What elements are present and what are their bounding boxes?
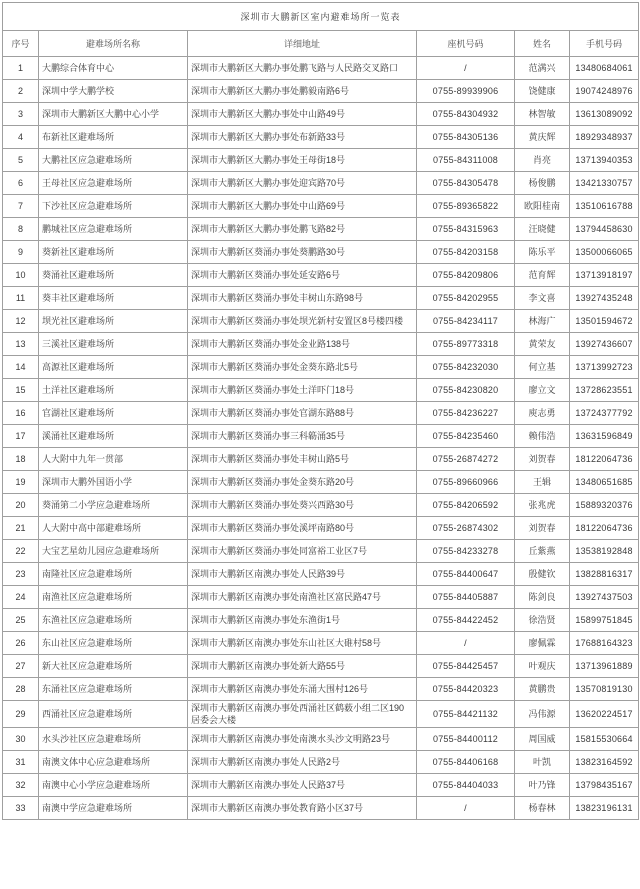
table-cell: 土洋社区避难场所 — [39, 379, 188, 402]
column-header-index: 序号 — [3, 31, 39, 57]
table-cell: 黄庆辉 — [515, 126, 570, 149]
table-cell: 0755-84230820 — [417, 379, 515, 402]
table-cell: 2 — [3, 80, 39, 103]
table-row — [3, 310, 639, 333]
table-cell: 17688164323 — [570, 632, 639, 655]
table-cell: 鹏城社区应急避难场所 — [39, 218, 188, 241]
shelter-list-page — [2, 2, 638, 820]
table-cell: 葵新社区避难场所 — [39, 241, 188, 264]
table-cell: 林海广 — [515, 310, 570, 333]
table-cell: 0755-84202955 — [417, 287, 515, 310]
table-cell: 深圳市大鹏新区葵涌办事处同富裕工业区7号 — [188, 540, 417, 563]
table-cell: 黄荣友 — [515, 333, 570, 356]
table-cell: 13713992723 — [570, 356, 639, 379]
table-cell: 0755-84234117 — [417, 310, 515, 333]
table-cell: 深圳市大鹏新区葵涌办事处坝光新村安置区8号楼四楼 — [188, 310, 417, 333]
title-row — [3, 3, 639, 31]
table-cell: 坝光社区避难场所 — [39, 310, 188, 333]
table-cell: 13480684061 — [570, 57, 639, 80]
table-cell: 葵丰社区避难场所 — [39, 287, 188, 310]
table-cell: 0755-84304932 — [417, 103, 515, 126]
table-cell: 叶凯 — [515, 751, 570, 774]
table-cell: 0755-89773318 — [417, 333, 515, 356]
table-cell: 0755-84400112 — [417, 728, 515, 751]
table-cell: 深圳市大鹏新区葵涌办事三科簕涌35号 — [188, 425, 417, 448]
table-cell: 21 — [3, 517, 39, 540]
table-cell: 赖伟浩 — [515, 425, 570, 448]
table-cell: 人大附中高中部避难场所 — [39, 517, 188, 540]
table-cell: 廖立文 — [515, 379, 570, 402]
table-cell: 深圳市大鹏新区大鹏办事处鹏毅南路6号 — [188, 80, 417, 103]
table-cell: 0755-84209806 — [417, 264, 515, 287]
table-cell: 0755-84233278 — [417, 540, 515, 563]
table-cell: 殷健钦 — [515, 563, 570, 586]
table-cell: 0755-84235460 — [417, 425, 515, 448]
table-cell: 西涌社区应急避难场所 — [39, 701, 188, 728]
column-header-mobile: 手机号码 — [570, 31, 639, 57]
table-cell: 李文喜 — [515, 287, 570, 310]
table-cell: 0755-84406168 — [417, 751, 515, 774]
table-cell: 32 — [3, 774, 39, 797]
table-cell: 深圳市大鹏新区南澳办事处西涌社区鹤薮小组二区190居委会大楼 — [188, 701, 417, 728]
table-row — [3, 563, 639, 586]
table-cell: 杨春林 — [515, 797, 570, 820]
table-cell: 大鹏社区应急避难场所 — [39, 149, 188, 172]
table-cell: 19 — [3, 471, 39, 494]
table-cell: 陈乐平 — [515, 241, 570, 264]
table-cell: 13570819130 — [570, 678, 639, 701]
table-row — [3, 494, 639, 517]
table-cell: 11 — [3, 287, 39, 310]
table-cell: 东渔社区应急避难场所 — [39, 609, 188, 632]
table-cell: 人大附中九年一贯部 — [39, 448, 188, 471]
table-cell: 5 — [3, 149, 39, 172]
table-cell: 17 — [3, 425, 39, 448]
table-cell: 大鹏综合体育中心 — [39, 57, 188, 80]
table-row — [3, 103, 639, 126]
table-cell: 13500066065 — [570, 241, 639, 264]
table-cell: 0755-84404033 — [417, 774, 515, 797]
table-cell: 深圳市大鹏新区南澳办事处人民路39号 — [188, 563, 417, 586]
table-cell: 深圳市大鹏新区南澳办事处南渔社区富民路47号 — [188, 586, 417, 609]
table-cell: 欧阳桂南 — [515, 195, 570, 218]
table-row — [3, 517, 639, 540]
table-cell: 0755-84236227 — [417, 402, 515, 425]
table-cell: 高源社区避难场所 — [39, 356, 188, 379]
table-cell: 深圳市大鹏新区葵涌办事处溪坪南路80号 — [188, 517, 417, 540]
table-cell: 深圳市大鹏新区大鹏办事处王母街18号 — [188, 149, 417, 172]
table-row — [3, 379, 639, 402]
table-row — [3, 751, 639, 774]
table-cell: 18122064736 — [570, 448, 639, 471]
table-row — [3, 195, 639, 218]
table-cell: 13728623551 — [570, 379, 639, 402]
table-cell: 王母社区应急避难场所 — [39, 172, 188, 195]
table-cell: 0755-84305478 — [417, 172, 515, 195]
table-cell: 4 — [3, 126, 39, 149]
table-cell: 深圳市大鹏新区南澳办事处东山社区大碓村58号 — [188, 632, 417, 655]
table-row — [3, 356, 639, 379]
table-cell: 深圳市大鹏新区大鹏办事处鹏飞路与人民路交叉路口 — [188, 57, 417, 80]
table-cell: 0755-26874272 — [417, 448, 515, 471]
table-cell: 22 — [3, 540, 39, 563]
table-cell: 大宝艺星幼儿园应急避难场所 — [39, 540, 188, 563]
table-cell: 深圳市大鹏新区南澳办事处人民路2号 — [188, 751, 417, 774]
table-cell: 31 — [3, 751, 39, 774]
table-row — [3, 774, 639, 797]
table-cell: 丘紫燕 — [515, 540, 570, 563]
table-cell: 25 — [3, 609, 39, 632]
table-cell: 0755-84311008 — [417, 149, 515, 172]
table-cell: 13620224517 — [570, 701, 639, 728]
table-cell: 13927436607 — [570, 333, 639, 356]
table-cell: 深圳市大鹏新区葵涌办事处金业路138号 — [188, 333, 417, 356]
shelter-table — [2, 2, 639, 820]
table-cell: 深圳市大鹏新区葵涌办事处丰树山路5号 — [188, 448, 417, 471]
table-cell: 深圳市大鹏新区南澳办事处人民路37号 — [188, 774, 417, 797]
table-cell: 深圳市大鹏新区大鹏办事处中山路49号 — [188, 103, 417, 126]
table-cell: 布新社区避难场所 — [39, 126, 188, 149]
table-cell: 范育辉 — [515, 264, 570, 287]
table-cell: 南澳文体中心应急避难场所 — [39, 751, 188, 774]
table-cell: 13613089092 — [570, 103, 639, 126]
column-header-address: 详细地址 — [188, 31, 417, 57]
table-cell: 深圳市大鹏新区南澳办事处南澳水头沙文明路23号 — [188, 728, 417, 751]
table-cell: 15889320376 — [570, 494, 639, 517]
table-cell: 13724377792 — [570, 402, 639, 425]
table-row — [3, 655, 639, 678]
table-cell: 深圳市大鹏新区大鹏中心小学 — [39, 103, 188, 126]
table-row — [3, 701, 639, 728]
table-cell: 12 — [3, 310, 39, 333]
table-cell: 0755-89365822 — [417, 195, 515, 218]
table-cell: 15899751845 — [570, 609, 639, 632]
table-cell: 深圳市大鹏新区大鹏办事处迎宾路70号 — [188, 172, 417, 195]
table-cell: 0755-84400647 — [417, 563, 515, 586]
table-cell: 0755-84421132 — [417, 701, 515, 728]
table-cell: 官湖社区避难场所 — [39, 402, 188, 425]
table-cell: 深圳市大鹏外国语小学 — [39, 471, 188, 494]
table-cell: 8 — [3, 218, 39, 241]
table-cell: 10 — [3, 264, 39, 287]
table-cell: 深圳市大鹏新区葵涌办事处金葵东路20号 — [188, 471, 417, 494]
table-cell: 冯伟源 — [515, 701, 570, 728]
table-cell: 下沙社区应急避难场所 — [39, 195, 188, 218]
table-cell: 汪晓健 — [515, 218, 570, 241]
table-body — [3, 57, 639, 820]
table-row — [3, 632, 639, 655]
table-row — [3, 333, 639, 356]
table-row — [3, 80, 639, 103]
table-row — [3, 728, 639, 751]
table-cell: 33 — [3, 797, 39, 820]
table-cell: 葵涌社区避难场所 — [39, 264, 188, 287]
table-cell: 陈剑良 — [515, 586, 570, 609]
table-cell: 东涌社区应急避难场所 — [39, 678, 188, 701]
table-cell: 新大社区应急避难场所 — [39, 655, 188, 678]
table-cell: 18122064736 — [570, 517, 639, 540]
table-cell: / — [417, 632, 515, 655]
table-cell: 13501594672 — [570, 310, 639, 333]
table-cell: 肖亮 — [515, 149, 570, 172]
table-row — [3, 218, 639, 241]
table-cell: 深圳市大鹏新区葵涌办事处葵鹏路30号 — [188, 241, 417, 264]
table-cell: 14 — [3, 356, 39, 379]
table-row — [3, 241, 639, 264]
table-row — [3, 678, 639, 701]
table-cell: 廖佩霖 — [515, 632, 570, 655]
table-cell: 13421330757 — [570, 172, 639, 195]
table-cell: 0755-84305136 — [417, 126, 515, 149]
table-row — [3, 471, 639, 494]
table-cell: 范满兴 — [515, 57, 570, 80]
table-cell: 13927435248 — [570, 287, 639, 310]
table-cell: 0755-84206592 — [417, 494, 515, 517]
table-cell: 深圳市大鹏新区南澳办事处新大路55号 — [188, 655, 417, 678]
table-cell: 周国威 — [515, 728, 570, 751]
table-cell: 何立基 — [515, 356, 570, 379]
table-cell: 深圳市大鹏新区葵涌办事处丰树山东路98号 — [188, 287, 417, 310]
table-cell: 0755-84203158 — [417, 241, 515, 264]
table-cell: 23 — [3, 563, 39, 586]
table-cell: 13538192848 — [570, 540, 639, 563]
column-header-contact-name: 姓名 — [515, 31, 570, 57]
table-row — [3, 287, 639, 310]
table-cell: 13713940353 — [570, 149, 639, 172]
table-cell: 13510616788 — [570, 195, 639, 218]
table-cell: 南隆社区应急避难场所 — [39, 563, 188, 586]
table-cell: 0755-84425457 — [417, 655, 515, 678]
column-header-landline: 座机号码 — [417, 31, 515, 57]
table-cell: 0755-89939906 — [417, 80, 515, 103]
table-cell: 徐浩贤 — [515, 609, 570, 632]
table-cell: 叶乃锋 — [515, 774, 570, 797]
table-cell: 3 — [3, 103, 39, 126]
table-cell: 18929348937 — [570, 126, 639, 149]
table-cell: 杨俊鹏 — [515, 172, 570, 195]
table-cell: 深圳市大鹏新区南澳办事处教育路小区37号 — [188, 797, 417, 820]
table-cell: 三溪社区避难场所 — [39, 333, 188, 356]
table-cell: 13828816317 — [570, 563, 639, 586]
table-cell: 13713918197 — [570, 264, 639, 287]
table-cell: 葵涌第二小学应急避难场所 — [39, 494, 188, 517]
table-cell: 南澳中学应急避难场所 — [39, 797, 188, 820]
table-cell: 深圳市大鹏新区葵涌办事处延安路6号 — [188, 264, 417, 287]
page-title: 深圳市大鹏新区室内避难场所一览表 — [3, 3, 639, 31]
table-cell: 13480651685 — [570, 471, 639, 494]
table-row — [3, 540, 639, 563]
table-cell: 0755-26874302 — [417, 517, 515, 540]
table-row — [3, 402, 639, 425]
table-row — [3, 264, 639, 287]
column-header-shelter-name: 避难场所名称 — [39, 31, 188, 57]
table-cell: 水头沙社区应急避难场所 — [39, 728, 188, 751]
table-cell: 深圳市大鹏新区大鹏办事处鹏飞路82号 — [188, 218, 417, 241]
table-cell: 刘贺春 — [515, 448, 570, 471]
table-cell: 13631596849 — [570, 425, 639, 448]
table-cell: 18 — [3, 448, 39, 471]
table-cell: 13798435167 — [570, 774, 639, 797]
table-cell: 南渔社区应急避难场所 — [39, 586, 188, 609]
table-cell: 叶观庆 — [515, 655, 570, 678]
table-cell: 16 — [3, 402, 39, 425]
table-cell: 深圳市大鹏新区南澳办事处东渔街1号 — [188, 609, 417, 632]
table-cell: 庾志勇 — [515, 402, 570, 425]
table-cell: 27 — [3, 655, 39, 678]
table-cell: / — [417, 57, 515, 80]
table-row — [3, 448, 639, 471]
table-row — [3, 609, 639, 632]
table-row — [3, 149, 639, 172]
table-cell: 深圳市大鹏新区南澳办事处东涌大围村126号 — [188, 678, 417, 701]
table-cell: 深圳市大鹏新区大鹏办事处中山路69号 — [188, 195, 417, 218]
table-cell: 0755-89660966 — [417, 471, 515, 494]
table-cell: 13794458630 — [570, 218, 639, 241]
table-cell: 1 — [3, 57, 39, 80]
table-cell: 深圳市大鹏新区大鹏办事处布新路33号 — [188, 126, 417, 149]
table-cell: 6 — [3, 172, 39, 195]
table-cell: 20 — [3, 494, 39, 517]
table-row — [3, 172, 639, 195]
table-cell: 饶健康 — [515, 80, 570, 103]
table-cell: / — [417, 797, 515, 820]
table-cell: 张兆虎 — [515, 494, 570, 517]
table-cell: 东山社区应急避难场所 — [39, 632, 188, 655]
table-cell: 深圳中学大鹏学校 — [39, 80, 188, 103]
table-row — [3, 57, 639, 80]
table-cell: 深圳市大鹏新区葵涌办事处土洋吓门18号 — [188, 379, 417, 402]
table-cell: 0755-84232030 — [417, 356, 515, 379]
table-cell: 南澳中心小学应急避难场所 — [39, 774, 188, 797]
table-cell: 26 — [3, 632, 39, 655]
table-cell: 深圳市大鹏新区葵涌办事处金葵东路北5号 — [188, 356, 417, 379]
table-row — [3, 126, 639, 149]
table-row — [3, 425, 639, 448]
table-cell: 24 — [3, 586, 39, 609]
table-cell: 王辑 — [515, 471, 570, 494]
table-cell: 深圳市大鹏新区葵涌办事处葵兴西路30号 — [188, 494, 417, 517]
table-cell: 13713961889 — [570, 655, 639, 678]
table-cell: 林智敏 — [515, 103, 570, 126]
table-cell: 13 — [3, 333, 39, 356]
table-cell: 13927437503 — [570, 586, 639, 609]
table-row — [3, 797, 639, 820]
table-cell: 溪涌社区避难场所 — [39, 425, 188, 448]
table-cell: 30 — [3, 728, 39, 751]
table-cell: 0755-84405887 — [417, 586, 515, 609]
table-row — [3, 586, 639, 609]
table-cell: 刘贺春 — [515, 517, 570, 540]
table-cell: 15 — [3, 379, 39, 402]
table-cell: 深圳市大鹏新区葵涌办事处官湖东路88号 — [188, 402, 417, 425]
table-cell: 0755-84420323 — [417, 678, 515, 701]
table-cell: 13823196131 — [570, 797, 639, 820]
table-cell: 13823164592 — [570, 751, 639, 774]
table-cell: 黄鹏贵 — [515, 678, 570, 701]
table-cell: 0755-84422452 — [417, 609, 515, 632]
table-cell: 9 — [3, 241, 39, 264]
table-header-row — [3, 31, 639, 57]
table-cell: 15815530664 — [570, 728, 639, 751]
table-cell: 0755-84315963 — [417, 218, 515, 241]
table-cell: 19074248976 — [570, 80, 639, 103]
table-cell: 28 — [3, 678, 39, 701]
table-cell: 7 — [3, 195, 39, 218]
table-cell: 29 — [3, 701, 39, 728]
